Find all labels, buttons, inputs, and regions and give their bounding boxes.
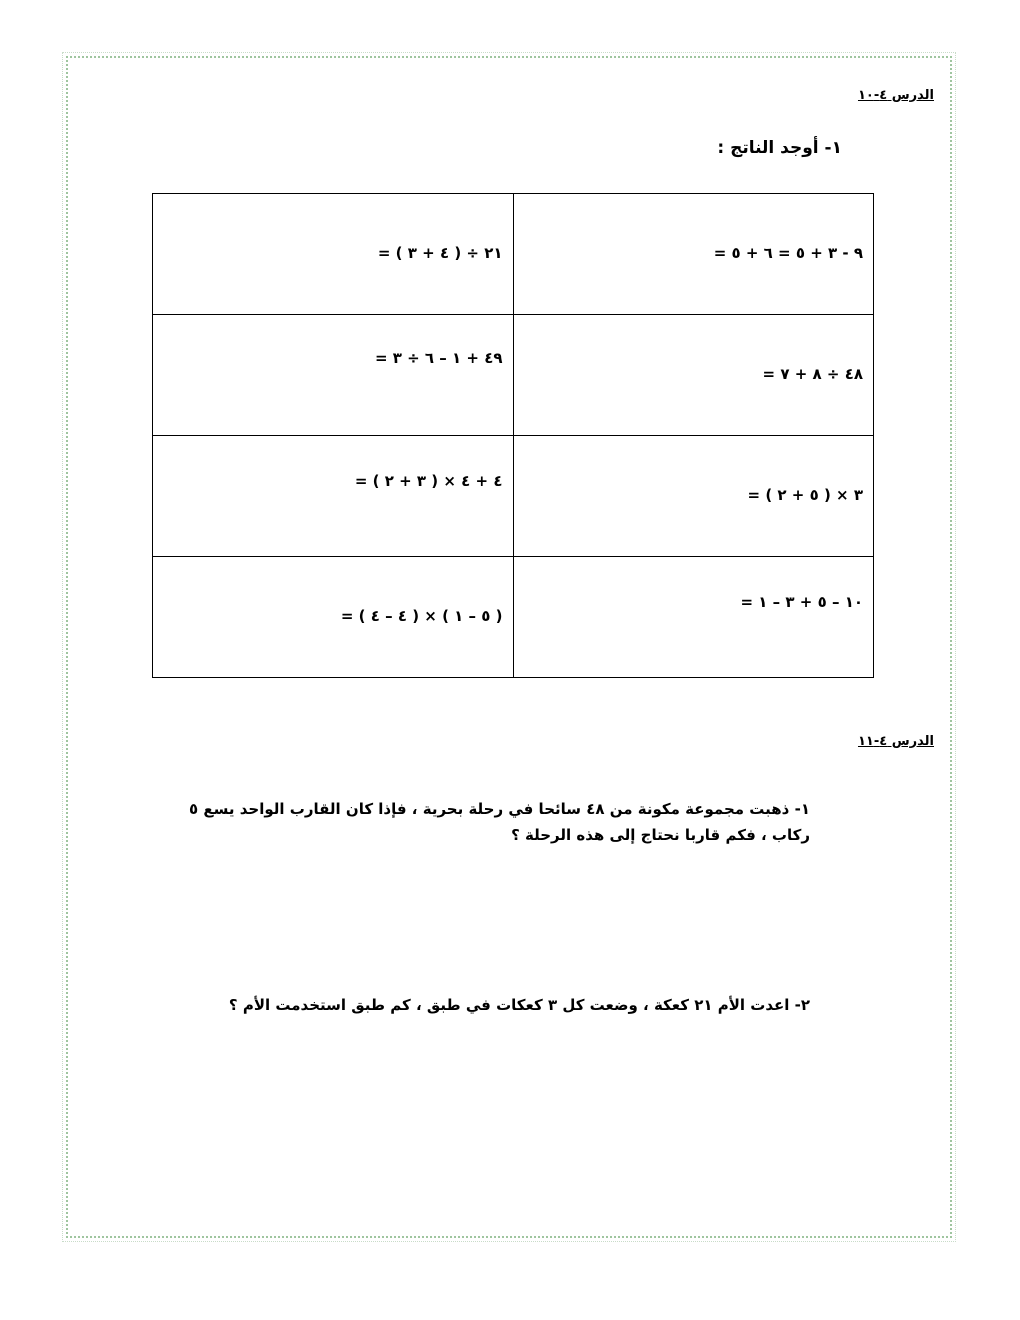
- lesson-10-title: الدرس ٤-١٠: [857, 88, 934, 103]
- word-problem-2: ٢- اعدت الأم ٢١ كعكة ، وضعت كل ٣ كعكات في طبق ، كم طبق استخدمت الأم ؟: [228, 996, 810, 1014]
- exercise-cell: [513, 557, 874, 678]
- expression: ٤ + ٤ × ( ٣ + ٢ ) =: [354, 472, 503, 490]
- expression: ١٠ – ٥ + ٣ – ١ =: [740, 593, 863, 611]
- expression: ٤٨ ÷ ٨ + ٧ =: [762, 365, 863, 383]
- exercise-table: [152, 193, 874, 678]
- table-row: [153, 194, 874, 315]
- expression: ( ٥ – ١ ) × ( ٤ – ٤ ) =: [340, 607, 503, 625]
- exercise-cell: [153, 315, 514, 436]
- lesson-11-title: الدرس ٤-١١: [857, 734, 934, 749]
- expression: ٩ - ٣ + ٥ = ٦ + ٥ =: [713, 244, 863, 262]
- exercise-cell: [153, 194, 514, 315]
- exercise-cell: [513, 436, 874, 557]
- word-problem-1: ١- ذهبت مجموعة مكونة من ٤٨ سائحا في رحلة بحرية ، فإذا كان القارب الواحد يسع ٥ ركاب ، فكم قاربا نحتاج إلى هذه الرحلة ؟: [189, 800, 810, 844]
- exercise-cell: [153, 436, 514, 557]
- expression: ٣ × ( ٥ + ٢ ) =: [747, 486, 863, 504]
- exercise-heading: ١- أوجد الناتج :: [717, 138, 842, 158]
- exercise-cell: [513, 194, 874, 315]
- exercise-cell: [513, 315, 874, 436]
- expression: ٤٩ + ١ – ٦ ÷ ٣ =: [374, 349, 503, 367]
- expression: ٢١ ÷ ( ٤ + ٣ ) =: [377, 244, 503, 262]
- exercise-cell: [153, 557, 514, 678]
- table-row: [153, 436, 874, 557]
- table-row: [153, 315, 874, 436]
- table-row: [153, 557, 874, 678]
